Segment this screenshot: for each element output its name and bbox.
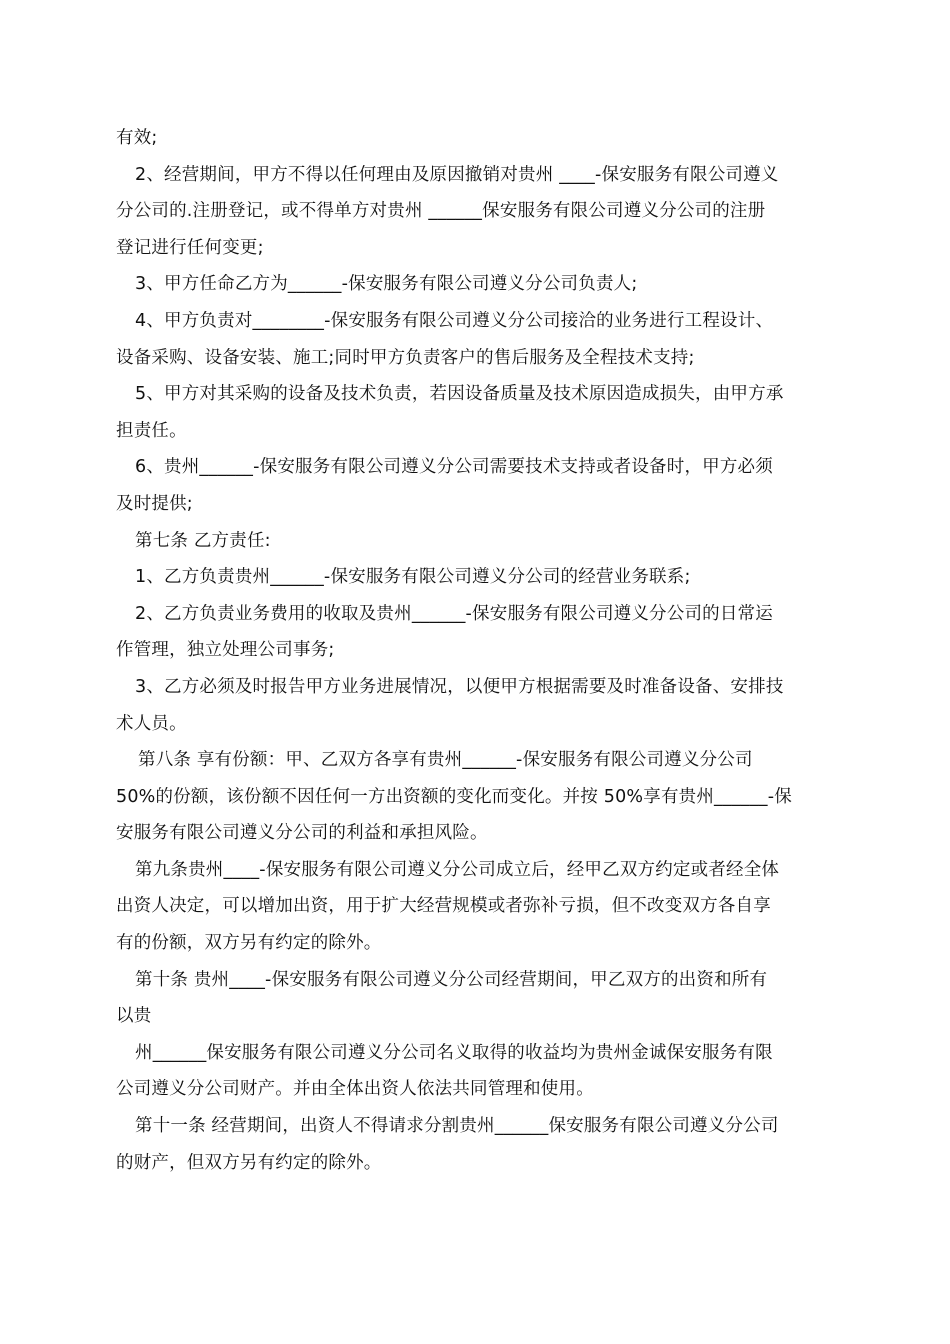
text-line: 1、乙方负责贵州______-保安服务有限公司遵义分公司的经营业务联系;: [135, 567, 691, 588]
text-line: 以贵: [116, 1006, 152, 1027]
text-line: 作管理，独立处理公司事务;: [116, 640, 335, 661]
text-line: 第八条 享有份额：甲、乙双方各享有贵州______-保安服务有限公司遵义分公司: [138, 750, 753, 771]
text-line: 第十条 贵州____-保安服务有限公司遵义分公司经营期间，甲乙双方的出资和所有: [135, 969, 768, 990]
text-line: 有的份额，双方另有约定的除外。: [116, 933, 382, 954]
text-line: 及时提供;: [116, 493, 193, 514]
text-line: 术人员。: [116, 713, 187, 734]
text-line: 登记进行任何变更;: [116, 237, 264, 258]
text-line: 3、乙方必须及时报告甲方业务进展情况，以便甲方根据需要及时准备设备、安排技: [135, 676, 784, 697]
text-line: 设备采购、设备安装、施工;同时甲方负责客户的售后服务及全程技术支持;: [116, 347, 695, 368]
text-line: 5、甲方对其采购的设备及技术负责，若因设备质量及技术原因造成损失，由甲方承: [135, 384, 784, 405]
text-line: 3、甲方任命乙方为______-保安服务有限公司遵义分公司负责人;: [135, 274, 638, 295]
text-line: 2、乙方负责业务费用的收取及贵州______-保安服务有限公司遵义分公司的日常运: [135, 603, 773, 624]
text-line: 50%的份额，该份额不因任何一方出资额的变化而变化。并按 50%享有贵州______-保: [116, 786, 792, 807]
text-line: 公司遵义分公司财产。并由全体出资人依法共同管理和使用。: [116, 1079, 594, 1100]
text-line: 担责任。: [116, 420, 187, 441]
text-line: 州______保安服务有限公司遵义分公司名义取得的收益均为贵州金诚保安服务有限: [135, 1042, 773, 1063]
section-heading: 第七条 乙方责任:: [135, 530, 271, 551]
document-body: [116, 124, 836, 1185]
text-line: 分公司的.注册登记，或不得单方对贵州 ______保安服务有限公司遵义分公司的注册: [116, 201, 766, 222]
text-line: 2、经营期间，甲方不得以任何理由及原因撤销对贵州 ____-保安服务有限公司遵义: [135, 164, 779, 185]
text-line: 6、贵州______-保安服务有限公司遵义分公司需要技术支持或者设备时，甲方必须: [135, 457, 773, 478]
text-line: 第九条贵州____-保安服务有限公司遵义分公司成立后，经甲乙双方约定或者经全体: [135, 859, 780, 880]
text-line: 的财产，但双方另有约定的除外。: [116, 1152, 382, 1173]
text-line: 出资人决定，可以增加出资，用于扩大经营规模或者弥补亏损，但不改变双方各自享: [116, 896, 771, 917]
text-line: 有效;: [116, 128, 158, 148]
text-line: 4、甲方负责对________-保安服务有限公司遵义分公司接洽的业务进行工程设计、: [135, 310, 774, 331]
text-line: 第十一条 经营期间，出资人不得请求分割贵州______保安服务有限公司遵义分公司: [135, 1116, 779, 1137]
text-line: 安服务有限公司遵义分公司的利益和承担风险。: [116, 823, 488, 844]
